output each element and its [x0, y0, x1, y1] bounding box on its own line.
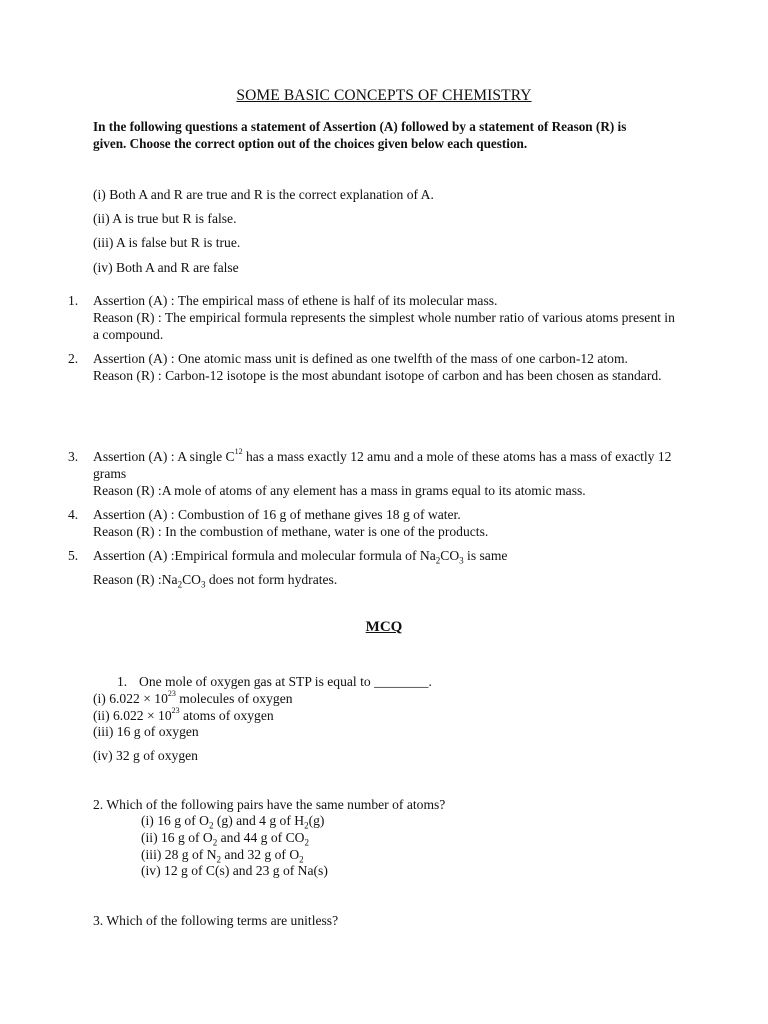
- assertion-text: Assertion (A) : One atomic mass unit is defined as one twelfth of the mass of one carbon-12 atom.: [93, 351, 628, 366]
- mcq-option: [93, 690, 293, 707]
- option-2: (ii) A is true but R is false.: [93, 211, 237, 226]
- option-text: (i) 6.022 × 10: [93, 691, 168, 706]
- superscript: 12: [234, 447, 243, 457]
- option-1: (i) Both A and R are true and R is the correct explanation of A.: [93, 187, 434, 202]
- option-3: (iii) A is false but R is true.: [93, 235, 241, 250]
- option-4: (iv) Both A and R are false: [93, 260, 239, 275]
- subscript: 2: [177, 579, 183, 590]
- ar-item: [93, 506, 683, 540]
- option-text: (g) and 4 g of H: [213, 813, 305, 828]
- superscript: 23: [171, 706, 180, 716]
- mcq-option: (iv) 32 g of oxygen: [93, 748, 198, 763]
- reason-text: Reason (R) :A mole of atoms of any element has a mass in grams equal to its atomic mass.: [93, 483, 586, 498]
- option-text: and 44 g of CO: [217, 830, 305, 845]
- reason-text: Reason (R) : The empirical formula represents the simplest whole number ratio of various atoms present in a compound.: [93, 310, 675, 342]
- option-text: molecules of oxygen: [175, 691, 293, 706]
- assertion-text-part: Assertion (A) :Empirical formula and molecular formula of Na: [93, 548, 436, 563]
- ar-item: [93, 350, 683, 384]
- reason-text-part: does not form hydrates.: [205, 572, 338, 587]
- option-text: atoms of oxygen: [179, 708, 274, 723]
- ar-item-number: 5.: [68, 548, 79, 563]
- option-text: (ii) 16 g of O: [141, 830, 213, 845]
- question-text: 2. Which of the following pairs have the same number of atoms?: [93, 797, 446, 812]
- ar-item: [93, 547, 683, 588]
- question-number: 1.: [117, 674, 128, 689]
- mcq-heading: MCQ: [365, 619, 403, 635]
- subscript: 2: [304, 820, 309, 831]
- subscript: 2: [216, 854, 222, 865]
- ar-item-number: 2.: [68, 351, 79, 366]
- subscript: 2: [304, 837, 309, 848]
- subscript: 3: [459, 555, 464, 566]
- mcq-option: [141, 846, 304, 863]
- reason-text-part: CO: [182, 572, 201, 587]
- assertion-text: Assertion (A) : Combustion of 16 g of methane gives 18 g of water.: [93, 507, 461, 522]
- option-text: (iii) 28 g of N: [141, 847, 217, 862]
- question-text: 3. Which of the following terms are unitless?: [93, 913, 339, 928]
- reason-text: Reason (R) : In the combustion of methane, water is one of the products.: [93, 524, 489, 539]
- ar-item: [93, 292, 683, 343]
- subscript: 2: [208, 820, 214, 831]
- assertion-text: Assertion (A) : The empirical mass of ethene is half of its molecular mass.: [93, 293, 498, 308]
- ar-item-number: 4.: [68, 507, 79, 522]
- ar-item-number: 3.: [68, 449, 79, 464]
- mcq-option: (iii) 16 g of oxygen: [93, 724, 199, 739]
- reason-text-part: Reason (R) :Na: [93, 572, 178, 587]
- subscript: 2: [299, 854, 304, 865]
- mcq-option: [93, 707, 274, 724]
- option-text: (ii) 6.022 × 10: [93, 708, 172, 723]
- option-text: (g): [308, 813, 325, 828]
- assertion-text-part: is same: [463, 548, 508, 563]
- assertion-text: [93, 448, 683, 482]
- superscript: 23: [167, 689, 176, 699]
- option-text: (i) 16 g of O: [141, 813, 209, 828]
- mcq-option: (iv) 12 g of C(s) and 23 g of Na(s): [141, 863, 328, 878]
- page-title: SOME BASIC CONCEPTS OF CHEMISTRY: [236, 87, 532, 104]
- question-text: One mole of oxygen gas at STP is equal to ________.: [139, 674, 432, 689]
- assertion-text-part: CO: [440, 548, 460, 563]
- subscript: 2: [212, 837, 218, 848]
- ar-item-number: 1.: [68, 293, 79, 308]
- ar-item: [93, 448, 683, 499]
- assertion-text-part: has a mass exactly 12 amu and a mole of these atoms has a mass of exactly 12 grams: [93, 449, 672, 481]
- mcq-option: [141, 829, 309, 846]
- subscript: 3: [200, 579, 206, 590]
- reason-text: Reason (R) : Carbon-12 isotope is the most abundant isotope of carbon and has been chosen as standard.: [93, 368, 662, 383]
- option-text: and 32 g of O: [221, 847, 300, 862]
- mcq-option: [141, 812, 324, 829]
- assertion-text-part: Assertion (A) : A single C: [93, 449, 235, 464]
- assertion-text: [93, 547, 683, 564]
- reason-text: [93, 571, 683, 588]
- subscript: 2: [435, 555, 441, 566]
- instructions: In the following questions a statement of Assertion (A) followed by a statement of Reason (R) is given. Choose the correct option out of the choices given below each question.: [93, 119, 627, 151]
